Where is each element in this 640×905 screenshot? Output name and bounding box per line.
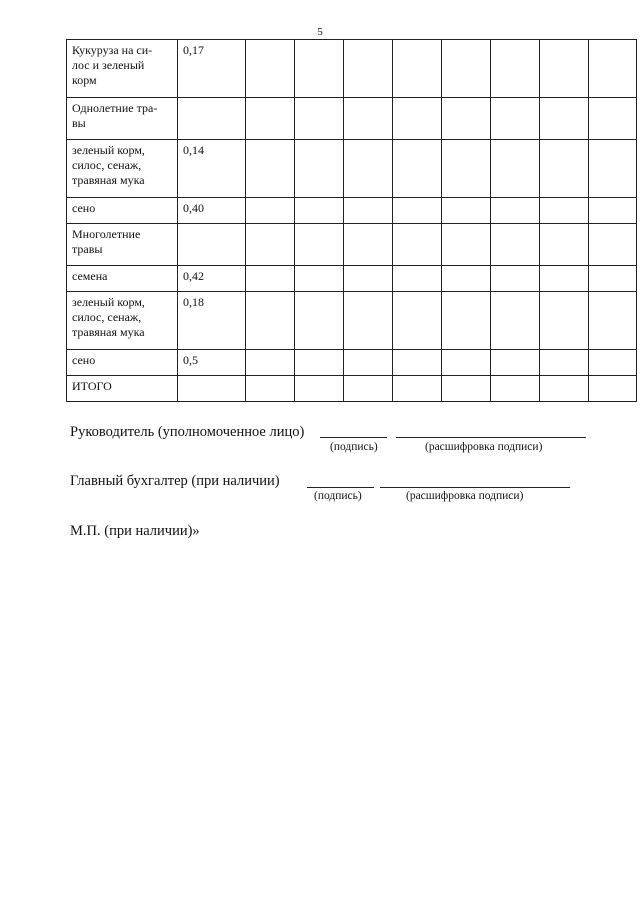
empty-cell [246,266,295,292]
empty-cell [442,266,491,292]
table-row [67,98,637,140]
empty-cell [295,224,344,266]
empty-cell [344,198,393,224]
empty-cell [589,140,637,198]
table-row [67,292,637,350]
empty-cell [295,350,344,376]
row-name: Кукуруза на си- лос и зеленый корм [72,43,153,87]
empty-cell [589,376,637,402]
empty-cell [589,350,637,376]
row-value-cell [178,350,246,376]
empty-cell [589,266,637,292]
empty-cell [344,376,393,402]
head-sign-caption: (подпись) [330,441,378,453]
accountant-decode-caption: (расшифровка подписи) [406,490,524,502]
empty-cell [491,198,540,224]
row-name-cell [67,350,178,376]
row-value-cell [178,224,246,266]
empty-cell [246,350,295,376]
empty-cell [393,350,442,376]
empty-cell [442,376,491,402]
accountant-sign-caption: (подпись) [314,490,362,502]
empty-cell [540,98,589,140]
table-row [67,140,637,198]
row-name-cell [67,292,178,350]
row-name-cell [67,140,178,198]
stamp-label: М.П. (при наличии)» [70,523,200,539]
row-name-cell [67,198,178,224]
row-name-cell [67,224,178,266]
empty-cell [540,266,589,292]
empty-cell [393,266,442,292]
empty-cell [491,140,540,198]
table-row [67,40,637,98]
empty-cell [344,266,393,292]
table-row [67,350,637,376]
row-name: семена [72,269,108,283]
empty-cell [344,40,393,98]
accountant-signature-label: Главный бухгалтер (при наличии) [70,473,280,489]
empty-cell [393,292,442,350]
empty-cell [491,40,540,98]
empty-cell [393,40,442,98]
row-name: сено [72,201,96,215]
empty-cell [491,376,540,402]
head-decode-line [396,437,586,438]
row-value: 0,18 [183,295,204,309]
accountant-decode-line [380,487,570,488]
empty-cell [442,292,491,350]
empty-cell [589,198,637,224]
row-name: Многолетние травы [72,227,141,256]
empty-cell [540,350,589,376]
empty-cell [589,292,637,350]
empty-cell [589,98,637,140]
row-name-cell [67,40,178,98]
empty-cell [491,350,540,376]
empty-cell [246,198,295,224]
empty-cell [540,292,589,350]
empty-cell [540,224,589,266]
empty-cell [442,198,491,224]
empty-cell [344,98,393,140]
empty-cell [295,198,344,224]
empty-cell [344,140,393,198]
row-name: зеленый корм, силос, сенаж, травяная мука [72,143,145,187]
empty-cell [344,350,393,376]
empty-cell [442,98,491,140]
empty-cell [442,40,491,98]
empty-cell [393,376,442,402]
empty-cell [246,224,295,266]
empty-cell [540,140,589,198]
row-value-cell [178,40,246,98]
empty-cell [589,40,637,98]
empty-cell [344,292,393,350]
empty-cell [246,98,295,140]
empty-cell [442,350,491,376]
empty-cell [295,140,344,198]
row-value-cell [178,198,246,224]
empty-cell [442,140,491,198]
row-value: 0,14 [183,143,204,157]
empty-cell [393,224,442,266]
empty-cell [491,292,540,350]
accountant-signature-line [307,487,374,488]
empty-cell [393,140,442,198]
empty-cell [295,40,344,98]
empty-cell [295,292,344,350]
head-signature-label: Руководитель (уполномоченное лицо) [70,424,305,440]
row-value: 0,17 [183,43,204,57]
row-value-cell [178,376,246,402]
page-number: 5 [317,26,323,38]
row-value-cell [178,140,246,198]
empty-cell [246,40,295,98]
row-name-cell [67,98,178,140]
empty-cell [491,224,540,266]
table-row [67,224,637,266]
empty-cell [589,224,637,266]
empty-cell [393,198,442,224]
row-name-cell [67,266,178,292]
empty-cell [540,198,589,224]
empty-cell [540,40,589,98]
row-value: 0,42 [183,269,204,283]
empty-cell [344,224,393,266]
empty-cell [491,98,540,140]
head-signature-line [320,437,387,438]
row-name-cell [67,376,178,402]
empty-cell [295,266,344,292]
empty-cell [246,292,295,350]
empty-cell [442,224,491,266]
empty-cell [295,98,344,140]
row-value-cell [178,292,246,350]
row-value: 0,5 [183,353,198,367]
row-name: ИТОГО [72,379,112,393]
head-decode-caption: (расшифровка подписи) [425,441,543,453]
empty-cell [295,376,344,402]
crop-coefficients-table [66,39,637,402]
empty-cell [491,266,540,292]
empty-cell [393,98,442,140]
row-value: 0,40 [183,201,204,215]
empty-cell [540,376,589,402]
empty-cell [246,376,295,402]
table-row [67,266,637,292]
table-row [67,198,637,224]
row-name: Однолетние тра- вы [72,101,158,130]
row-name: сено [72,353,96,367]
empty-cell [246,140,295,198]
row-value-cell [178,98,246,140]
row-name: зеленый корм, силос, сенаж, травяная мука [72,295,145,339]
row-value-cell [178,266,246,292]
table-row [67,376,637,402]
